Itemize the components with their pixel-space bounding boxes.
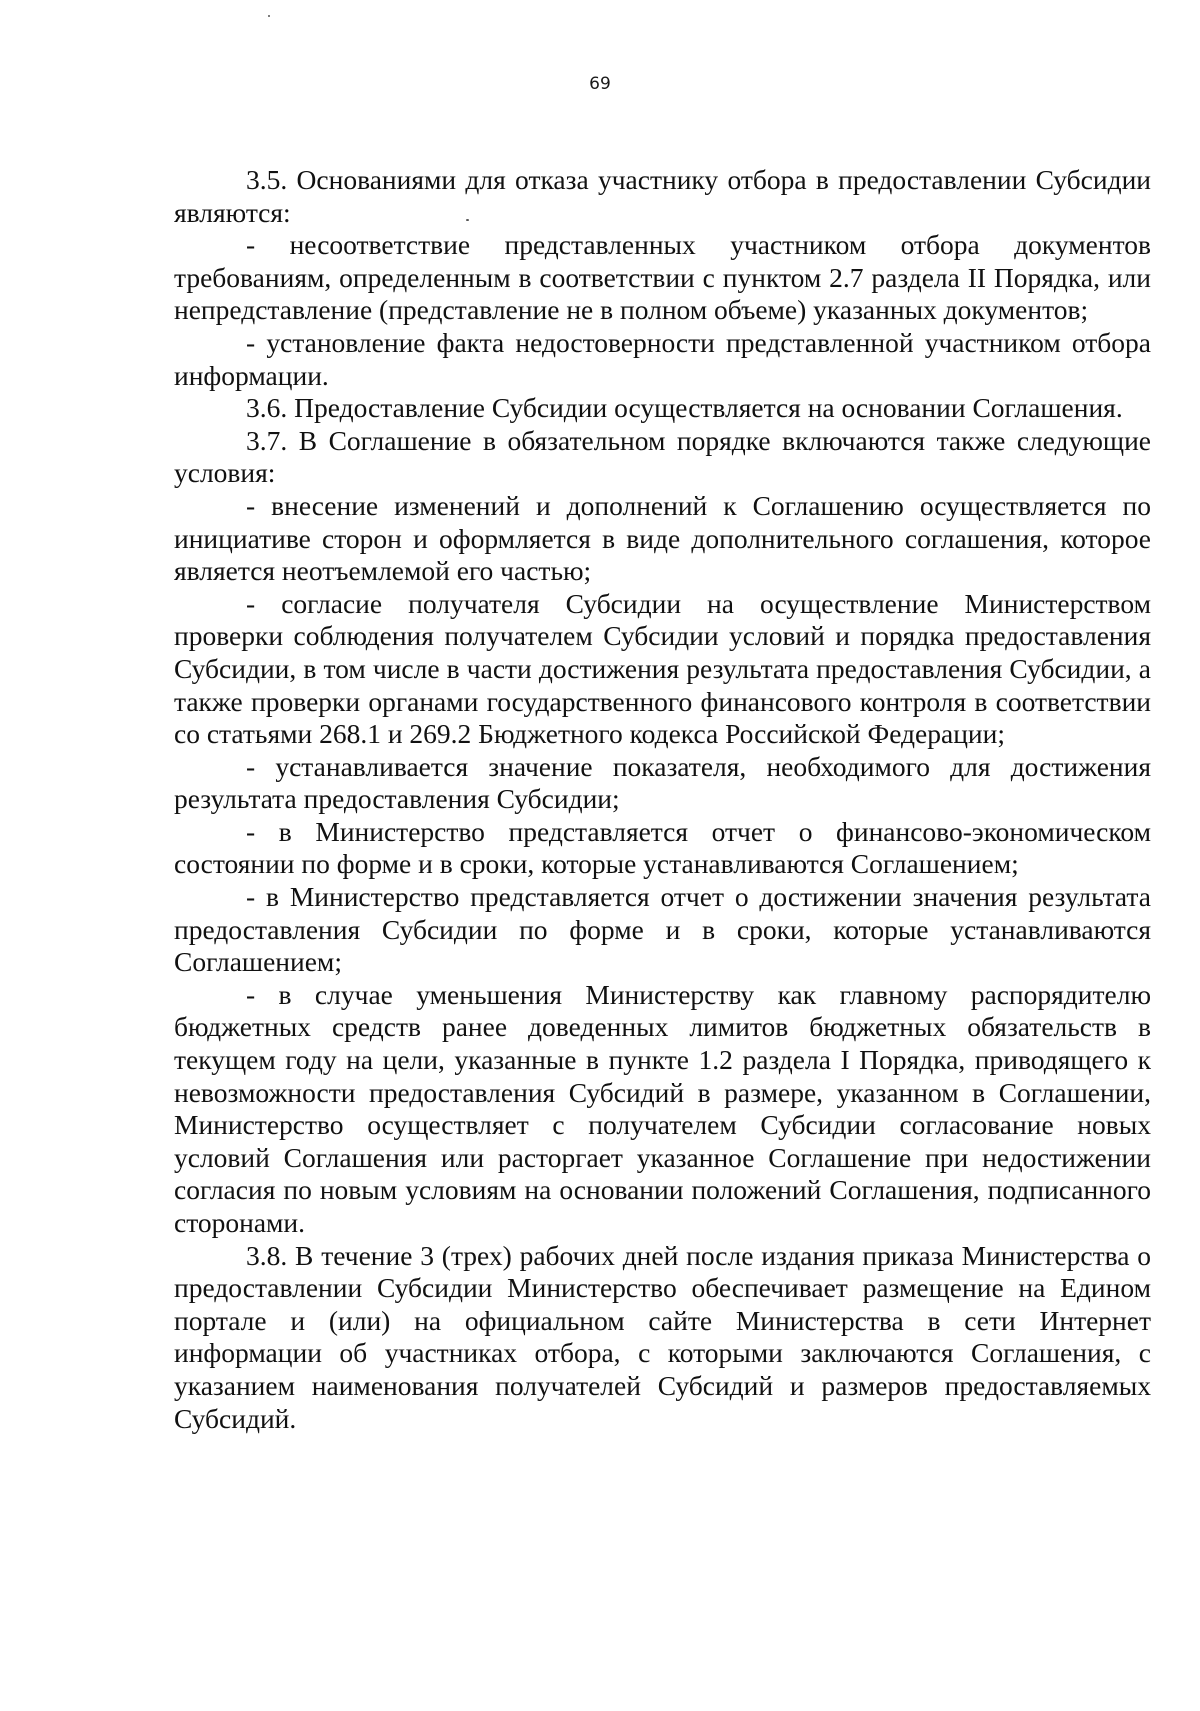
list-item-result-report: - в Министерство представляется отчет о достижении значения результата предоставления Субсидии по форме и в сроки, которые устанавливаются Соглашением;	[174, 881, 1151, 978]
list-item-consent-to-audit: - согласие получателя Субсидии на осуществление Министерством проверки соблюдения получателем Субсидии условий и порядка предоставления Субсидии, в том числе в части достижения результата предоставления Субсидии, а также проверки органами государственного финансового контроля в соответствии со статьями 268.1 и 269.2 Бюджетного кодекса Российской Федерации;	[174, 587, 1151, 750]
list-item-limit-reduction: - в случае уменьшения Министерству как главному распорядителю бюджетных средств ранее доведенных лимитов бюджетных обязательств в текущем году на цели, указанные в пункте 1.2 раздела I Порядка, приводящего к невозможности предоставления Субсидий в размере, указанном в Соглашении, Министерство осуществляет с получателем Субсидии согласование новых условий Соглашения или расторгает указанное Соглашение при недостижении согласия по новым условиям на основании положений Соглашения, подписанного сторонами.	[174, 978, 1151, 1238]
list-item-indicator-value: - устанавливается значение показателя, необходимого для достижения результата предоставления Субсидии;	[174, 750, 1151, 815]
list-item-noncompliance: - несоответствие представленных участником отбора документов требованиям, определенным в соответствии с пунктом 2.7 раздела II Порядка, или непредставление (представление не в полном объеме) указанных документов;	[174, 229, 1151, 326]
paragraph-3-5: 3.5. Основаниями для отказа участнику отбора в предоставлении Субсидии являются:	[174, 164, 1151, 228]
list-item-amendments: - внесение изменений и дополнений к Соглашению осуществляется по инициативе сторон и оформляется в виде дополнительного соглашения, которое является неотъемлемой его частью;	[174, 489, 1151, 587]
paragraph-3-6: 3.6. Предоставление Субсидии осуществляется на основании Соглашения.	[246, 392, 1123, 424]
paragraph-3-8: 3.8. В течение 3 (трех) рабочих дней после издания приказа Министерства о предоставлении Субсидии Министерство обеспечивает размещение на Едином портале и (или) на официальном сайте Министерства в сети Интернет информации об участниках отбора, с которыми заключаются Соглашения, с указанием наименования получателей Субсидий и размеров предоставляемых Субсидий.	[174, 1239, 1151, 1434]
paragraph-3-7: 3.7. В Соглашение в обязательном порядке включаются также следующие условия:	[174, 424, 1151, 489]
document-body	[174, 164, 1151, 1435]
list-item-false-information: - установление факта недостоверности представленной участником отбора информации.	[174, 326, 1151, 391]
scan-speck	[268, 15, 270, 17]
page-number: 69	[589, 74, 611, 94]
list-item-financial-report: - в Министерство представляется отчет о финансово-экономическом состоянии по форме и в сроки, которые устанавливаются Соглашением;	[174, 815, 1151, 880]
